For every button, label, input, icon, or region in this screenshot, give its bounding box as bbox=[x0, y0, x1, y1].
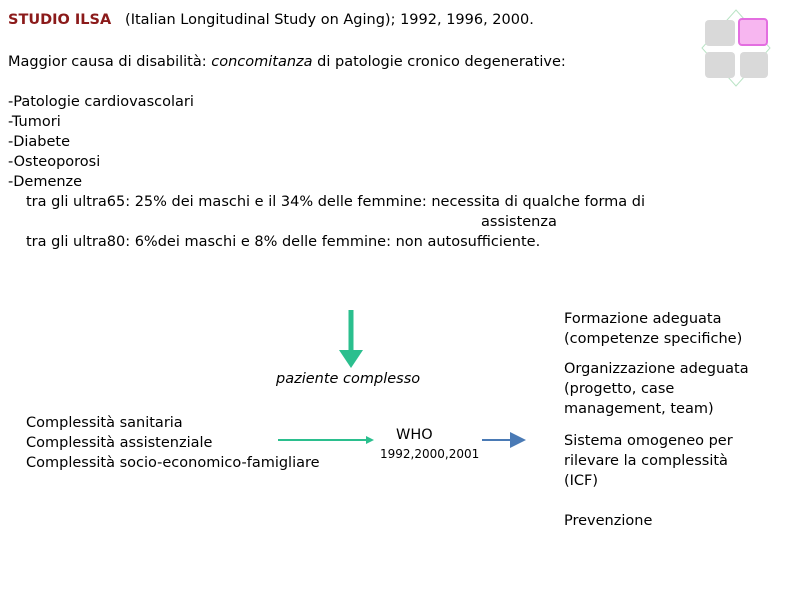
intro-prefix: Maggior causa di disabilità: bbox=[8, 54, 212, 70]
stat-ultra65: tra gli ultra65: 25% dei maschi e il 34% delle femmine: necessita di qualche forma di bbox=[26, 194, 646, 210]
pathology-item: -Demenze bbox=[8, 174, 83, 190]
formazione-title: Formazione adeguata bbox=[564, 311, 722, 327]
complexity-item: Complessità sanitaria bbox=[26, 415, 183, 431]
sistema-title: Sistema omogeneo per bbox=[564, 433, 733, 449]
intro-suffix: di patologie cronico degenerative: bbox=[312, 54, 566, 70]
formazione-detail: (competenze specifiche) bbox=[564, 331, 743, 347]
pathology-item: -Tumori bbox=[8, 114, 61, 130]
who-label: WHO bbox=[396, 427, 433, 443]
complexity-item: Complessità socio-economico-famigliare bbox=[26, 455, 320, 471]
pathology-item: -Osteoporosi bbox=[8, 154, 101, 170]
complexity-item: Complessità assistenziale bbox=[26, 435, 213, 451]
right-arrow-green bbox=[278, 436, 374, 444]
intro-emphasis: concomitanza bbox=[211, 54, 313, 70]
prevenzione-label: Prevenzione bbox=[564, 513, 653, 529]
organizzazione-detail: management, team) bbox=[564, 401, 714, 417]
patient-label bbox=[276, 369, 420, 389]
stat-ultra80: tra gli ultra80: 6%dei maschi e 8% delle femmine: non autosufficiente. bbox=[26, 234, 541, 250]
patient-label-text: paziente complesso bbox=[276, 371, 421, 387]
stat-ultra65-cont: assistenza bbox=[481, 214, 557, 230]
sistema-detail: (ICF) bbox=[564, 473, 599, 489]
pathology-item: -Patologie cardiovascolari bbox=[8, 94, 194, 110]
organizzazione-detail: (progetto, case bbox=[564, 381, 675, 397]
sistema-detail: rilevare la complessità bbox=[564, 453, 728, 469]
study-description: (Italian Longitudinal Study on Aging); 1992, 1996, 2000. bbox=[125, 12, 534, 28]
who-years: 1992,2000,2001 bbox=[380, 447, 480, 461]
pathology-item: -Diabete bbox=[8, 134, 71, 150]
down-arrow-green bbox=[339, 310, 363, 368]
organizzazione-title: Organizzazione adeguata bbox=[564, 361, 749, 377]
study-name: STUDIO ILSA bbox=[8, 12, 112, 28]
